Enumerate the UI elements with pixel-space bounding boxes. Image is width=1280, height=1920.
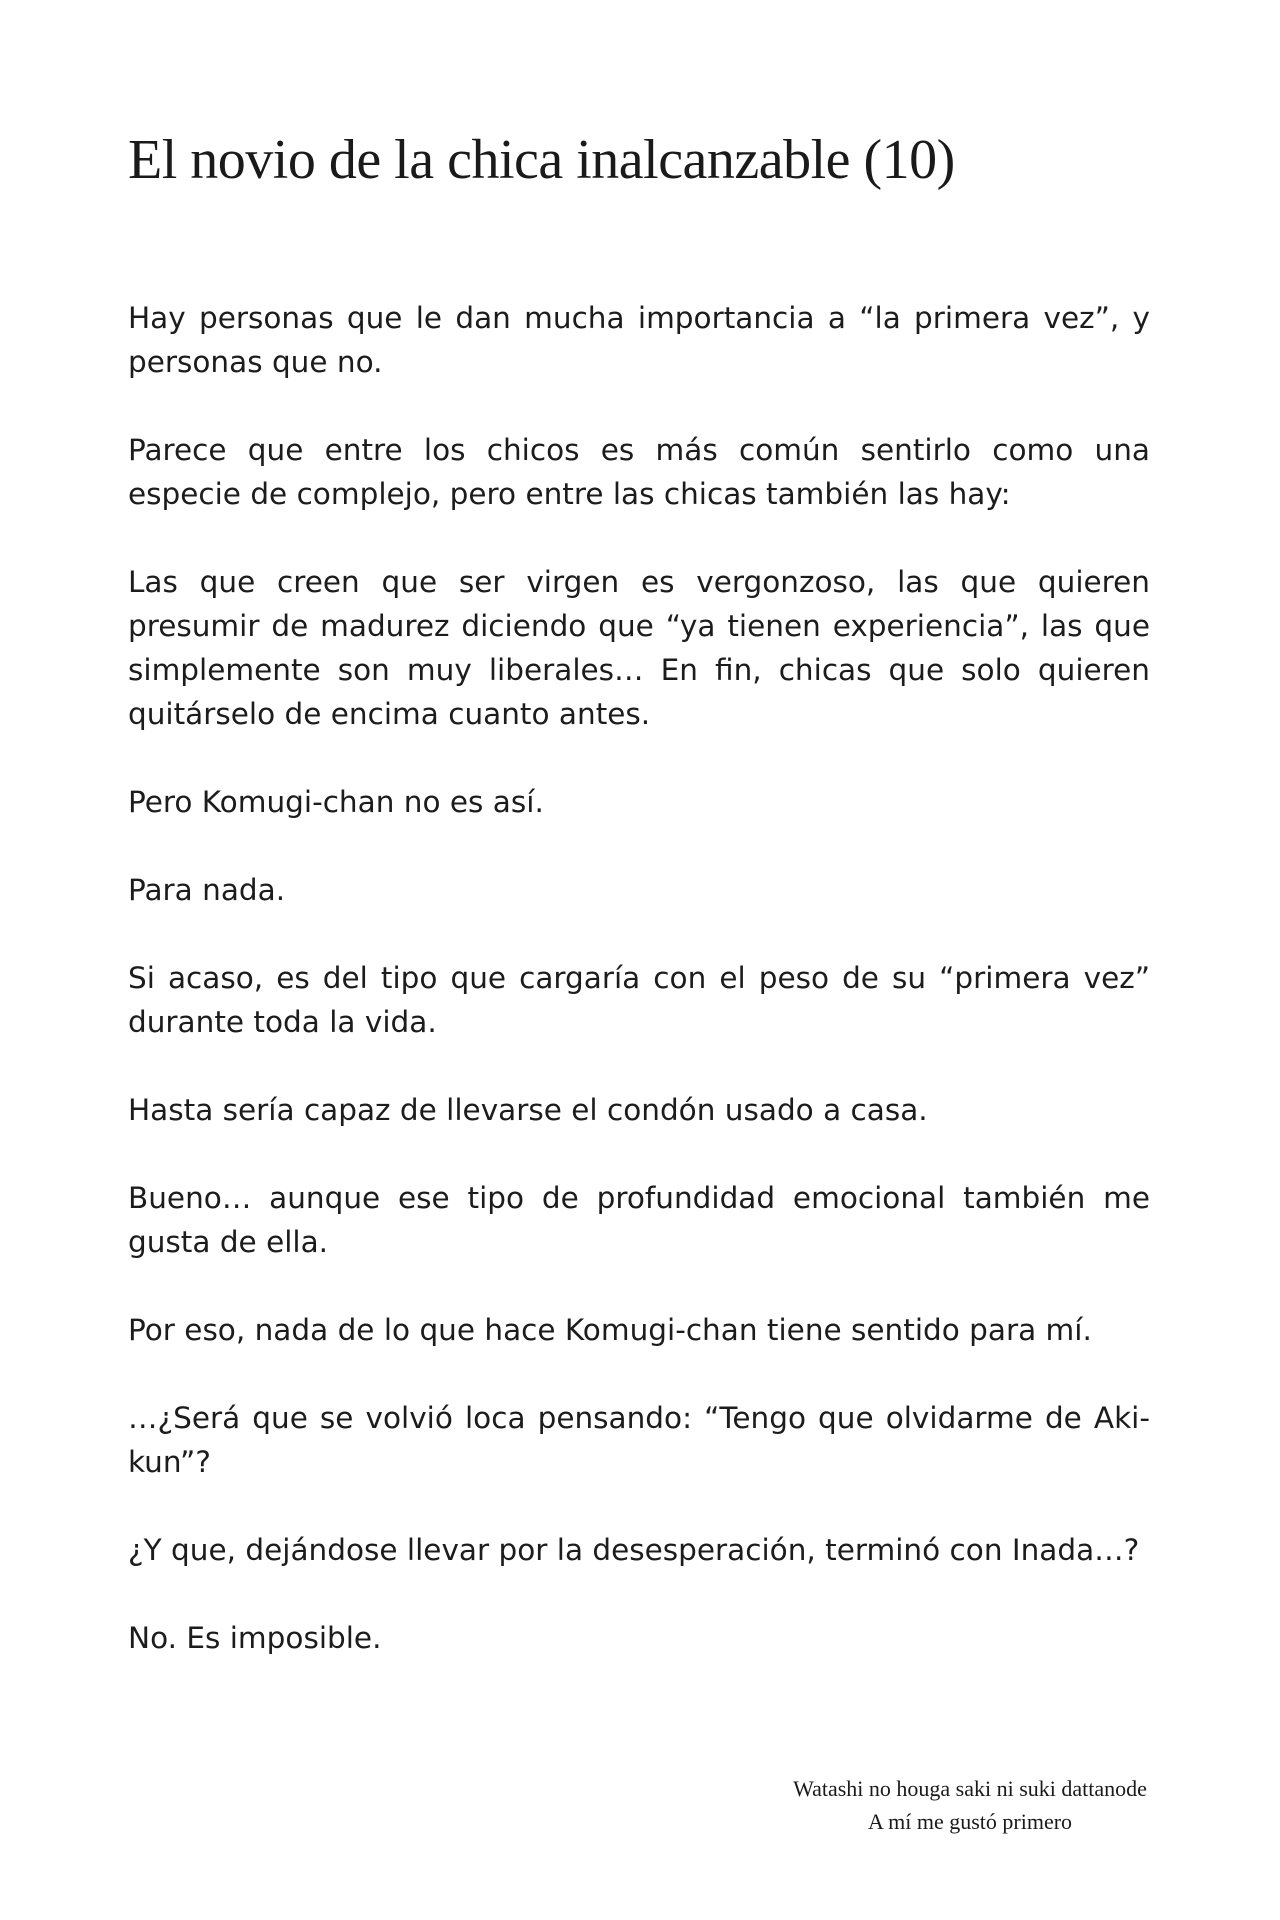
chapter-body [128,296,1150,1704]
paragraph: Parece que entre los chicos es más común sentirlo como una especie de complejo, pero entre las chicas también las hay: [128,433,1150,511]
paragraph: Para nada. [128,873,286,907]
paragraph: No. Es imposible. [128,1621,382,1655]
paragraph: Las que creen que ser virgen es vergonzoso, las que quieren presumir de madurez diciendo que “ya tienen experiencia”, las que simplemente son muy liberales… En fin, chicas que solo quieren quitárselo de encima cuanto antes. [128,565,1150,731]
paragraph: ¿Y que, dejándose llevar por la desesperación, terminó con Inada…? [128,1533,1140,1567]
paragraph: …¿Será que se volvió loca pensando: “Tengo que olvidarme de Aki-kun”? [128,1401,1150,1479]
paragraph: Por eso, nada de lo que hace Komugi-chan tiene sentido para mí. [128,1313,1092,1347]
paragraph: Pero Komugi-chan no es así. [128,785,544,819]
paragraph: Si acaso, es del tipo que cargaría con el peso de su “primera vez” durante toda la vida. [128,961,1150,1039]
chapter-title: El novio de la chica inalcanzable (10) [128,129,955,191]
series-title-romaji: Watashi no houga saki ni suki dattanode [793,1776,1147,1801]
series-title-spanish: A mí me gustó primero [867,1809,1073,1834]
paragraph: Hasta sería capaz de llevarse el condón usado a casa. [128,1093,928,1127]
paragraph: Hay personas que le dan mucha importancia a “la primera vez”, y personas que no. [128,301,1150,379]
page-footer [740,1772,1200,1838]
paragraph: Bueno… aunque ese tipo de profundidad emocional también me gusta de ella. [128,1181,1150,1259]
